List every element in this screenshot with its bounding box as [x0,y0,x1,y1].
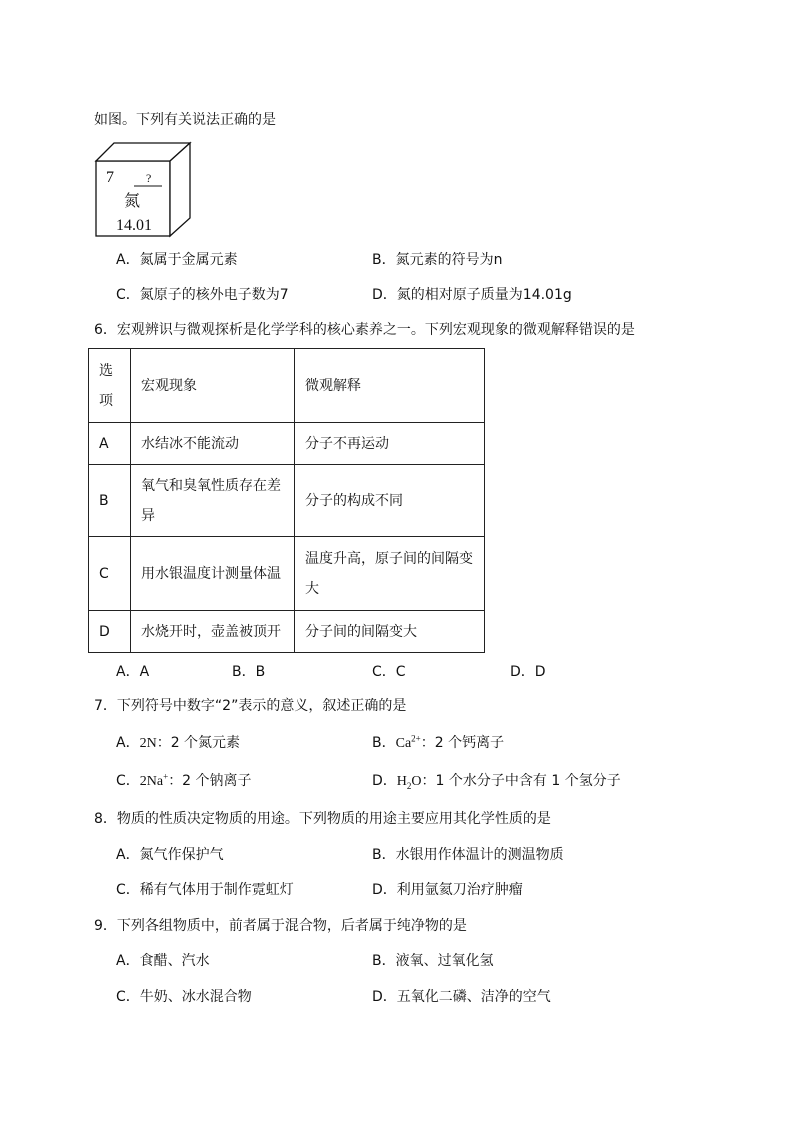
q8-option-c[interactable]: C．稀有气体用于制作霓虹灯 [116,882,294,898]
q6-row-macro: 氧气和臭氧性质存在差 异 [131,465,295,537]
q8-stem: 8．物质的性质决定物质的用途。下列物质的用途主要应用其化学性质的是 [94,811,551,827]
q5-option-a[interactable]: A．氮属于金属元素 [116,252,238,268]
q6-stem: 6．宏观辨识与微观探析是化学学科的核心素养之一。下列宏观现象的微观解释错误的是 [94,322,635,338]
q6-row-micro: 分子不再运动 [295,423,485,465]
q6-header-option: 选 项 [89,349,131,423]
q6-option-b[interactable]: B．B [232,664,266,680]
q6-header-macro: 宏观现象 [131,349,295,423]
formula-tail: O [411,774,422,789]
q6-row-option: D [89,611,131,653]
q6-row-macro: 水结冰不能流动 [131,423,295,465]
formula: 2Na [139,774,164,789]
q7-option-a[interactable]: A．2N：2 个氮元素 [116,735,241,751]
formula-superscript: 2+ [411,733,421,744]
q9-option-a[interactable]: A．食醋、汽水 [116,953,210,969]
q6-option-c[interactable]: C．C [372,664,406,680]
q8-option-a[interactable]: A．氮气作保护气 [116,847,224,863]
q6-option-a[interactable]: A．A [116,664,150,680]
q6-row-macro: 水烧开时，壶盖被顶开 [131,611,295,653]
q6-row-micro: 分子间的间隔变大 [295,611,485,653]
element-cell-figure [94,140,204,244]
q5-option-d[interactable]: D．氮的相对原子质量为14.01g [372,287,572,303]
q7-option-d[interactable]: D．$H_2O$：1 个水分子中含有 1 个氢分子 [372,773,621,791]
q6-row-macro: 用水银温度计测量体温 [131,537,295,611]
q5-stem: 如图。下列有关说法正确的是 [94,112,276,128]
q7-option-c[interactable]: C．2Na+：2 个钠离子 [116,771,252,789]
formula: Ca [395,736,412,751]
atomic-number: 7 [106,169,114,186]
q5-option-b[interactable]: B．氮元素的符号为n [372,252,503,268]
q6-row-option: A [89,423,131,465]
q6-row-option: B [89,465,131,537]
q7-option-b[interactable]: B．$Ca^{2+}$：2 个钙离子 [372,733,505,751]
q6-table [88,348,485,653]
formula: 2N [139,736,157,751]
q6-option-d[interactable]: D．D [510,664,546,680]
q6-row-option: C [89,537,131,611]
q7-stem: 7．下列符号中数字“2”表示的意义，叙述正确的是 [94,698,407,714]
q6-header-micro: 微观解释 [295,349,485,423]
q8-option-b[interactable]: B．水银用作体温计的测温物质 [372,847,564,863]
element-name: 氮 [124,193,141,210]
atomic-mass: 14.01 [116,217,152,234]
formula: H [396,774,407,789]
formula-superscript: + [163,771,169,782]
q9-option-b[interactable]: B．液氧、过氧化氢 [372,953,494,969]
q6-table-row [89,423,485,465]
element-symbol: ? [146,171,152,185]
q6-table-header-row [89,349,485,423]
q6-table-row [89,465,485,537]
q9-option-c[interactable]: C．牛奶、冰水混合物 [116,989,252,1005]
q6-row-micro: 温度升高，原子间的间隔变 大 [295,537,485,611]
q5-option-c[interactable]: C．氮原子的核外电子数为7 [116,287,289,303]
q6-table-row [89,537,485,611]
q8-option-d[interactable]: D．利用氩氦刀治疗肿瘤 [372,882,523,898]
q6-table-row [89,611,485,653]
formula-subscript: 2 [406,780,412,791]
q6-row-micro: 分子的构成不同 [295,465,485,537]
q9-stem: 9．下列各组物质中，前者属于混合物，后者属于纯净物的是 [94,918,467,934]
q9-option-d[interactable]: D．五氧化二磷、洁净的空气 [372,989,551,1005]
